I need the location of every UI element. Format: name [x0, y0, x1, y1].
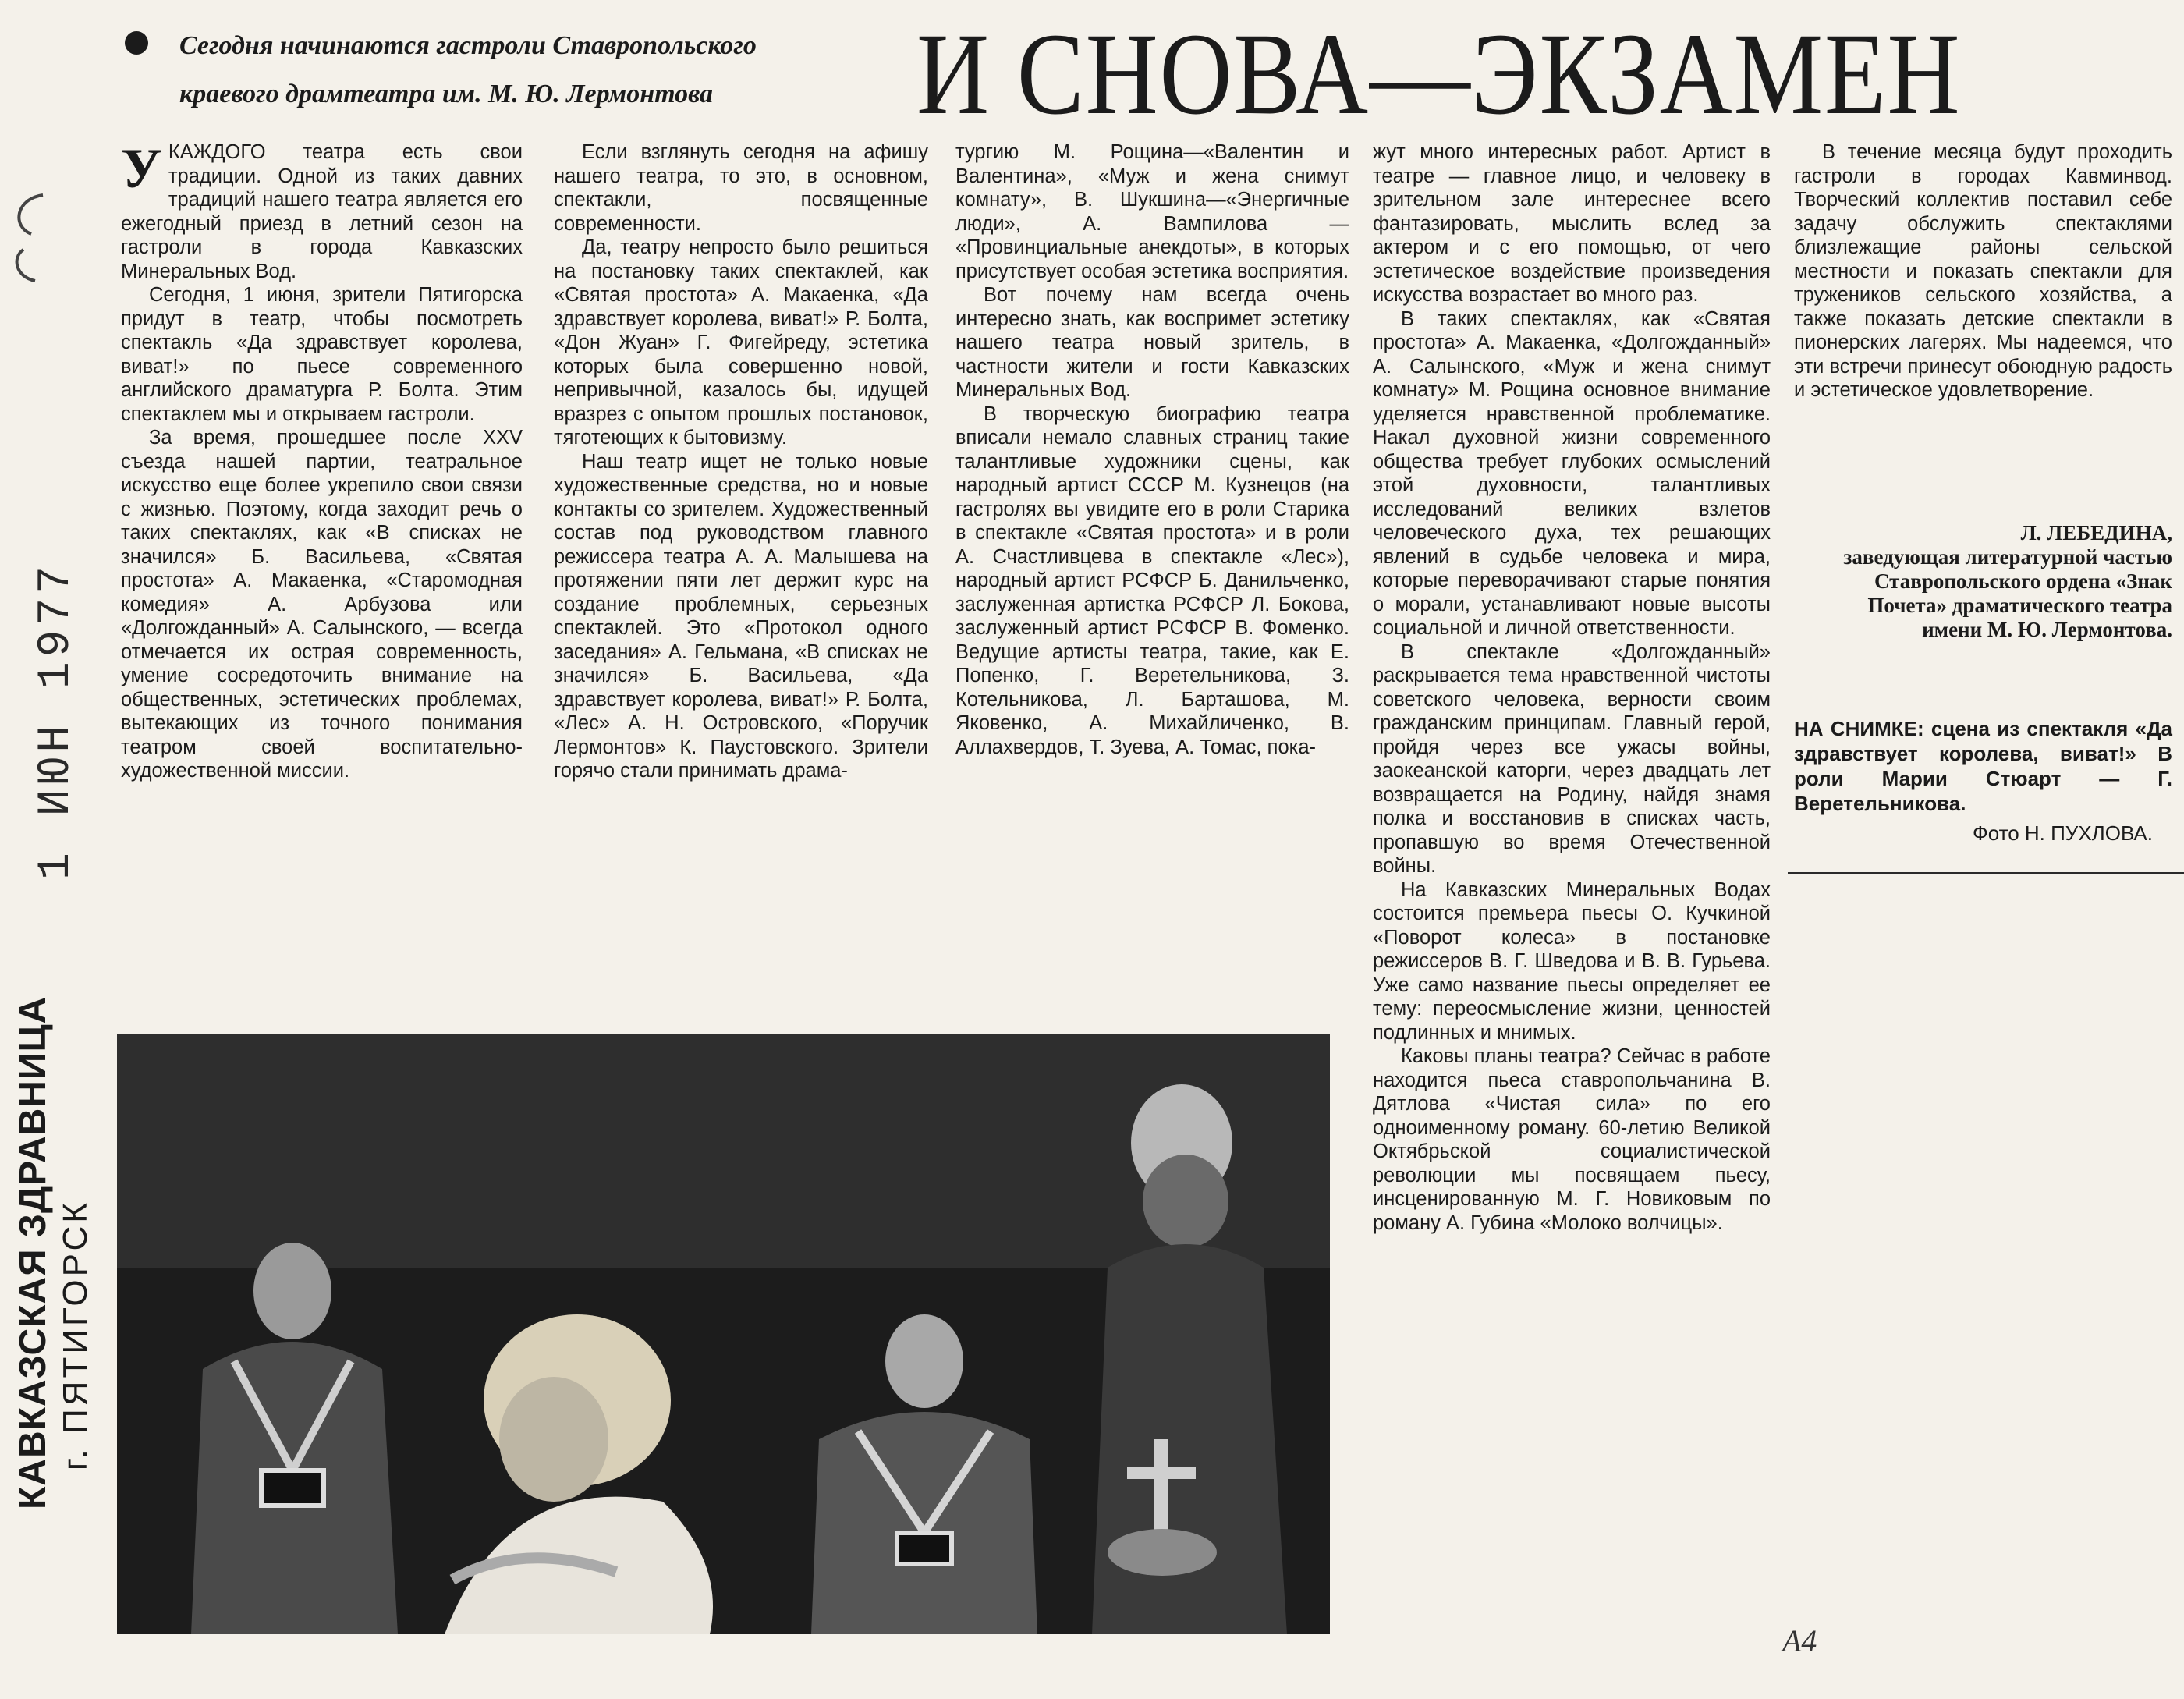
stage-photo-illustration — [117, 1034, 1330, 1634]
stage-photo — [117, 1034, 1330, 1634]
paragraph: В спектакле «Долгожданный» раскрывается тема нравственной чистоты советского человека, верности своим гражданским принципам. Главный герой, пройдя через все ужасы войны, заокеанской каторги, через двадцать лет возвращается на Родину, найдя знамя полка и восстановив в списках часть, пропавшую во время Отечественной войны. — [1373, 640, 1771, 877]
article-column-2 — [554, 140, 928, 783]
paragraph: В течение месяца будут проходить гастроли в городах Кавминвод. Творческий коллектив поставил себе задачу обслужить спектаклями близлежащие районы сельской местности и показать спектакли для тружеников сельского хозяйства, а также показать детские спектакли в пионерских лагерях. Мы надеемся, что эти встречи принесут обоюдную радость и эстетическое удовлетворение. — [1794, 141, 2172, 401]
newspaper-name: КАВКАЗСКАЯ ЗДРАВНИЦА — [12, 995, 54, 1509]
paragraph: Если взглянуть сегодня на афишу нашего театра, то это, в основном, спектакли, посвященные современности. — [554, 141, 928, 235]
paragraph: В таких спектаклях, как «Святая простота» А. Макаенка, «Долгожданный» А. Салынского, «Муж и жена снимут комнату» М. Рощина основное внимание уделяется нравственной проблематике. Накал духовной жизни современного общества требует глубоких осмыслений этой духовности, талантливых исследований великих взлетов человеческого духа, тех решающих явлений в судьбе человека и мира, которые переворачивают старые понятия о морали, устанавливают новые высоты социальной и личной ответственности. — [1373, 307, 1771, 639]
article-column-1 — [121, 137, 523, 783]
paragraph: УКАЖДОГО театра есть свои традиции. Одной из таких давних традиций нашего театра является его ежегодный приезд в летний сезон на гастроли в города Кавказских Минеральных Вод. — [121, 137, 523, 282]
paragraph: Вот почему нам всегда очень интересно знать, как воспримет эстетику нашего театра новый зритель, в частности жители и гости Кавказских Минеральных Вод. — [956, 284, 1349, 401]
kicker — [117, 22, 788, 119]
pen-mark-scribble — [0, 179, 55, 289]
paragraph: Да, театру непросто было решиться на постановку таких спектаклей, как «Святая простота» А. Макаенка, «Да здравствует королева, виват!» Р. Болта, «Дон Жуан» Г. Фигейреду, эстетика которых была совершенно новой, непривычной, казалось бы, идущей вразрез с опытом прошлых постановок, тяготеющих к бытовизму. — [554, 236, 928, 449]
paragraph: Каковы планы театра? Сейчас в работе находится пьеса ставропольчанина В. Дятлова «Чистая сила» по его одноименному роману. 60-летию Великой Октябрьской социалистической революции мы посвящаем пьесу, инсценированную М. Г. Новиковым по роману А. Губина «Молоко волчицы». — [1373, 1045, 1771, 1234]
headline: И СНОВА—ЭКЗАМЕН — [916, 9, 1962, 139]
paragraph: Наш театр ищет не только новые художественные средства, но и новые контакты со зрителем. Художественный состав под руководством главного режиссера театра А. А. Малышева на протяжении пяти лет держит курс на создание проблемных, серьезных спектаклей. Это «Протокол одного заседания» А. Гельмана, «В списках не значился» Б. Васильева, «Да здравствует королева, виват!» Р. Болта, «Лес» А. Н. Островского, «Поручик Лермонтов» К. Паустовского. Зрители горячо стали принимать драма- — [554, 450, 928, 782]
photo-credit: Фото Н. ПУХЛОВА. — [1972, 821, 2153, 845]
author-title: заведующая литературной частью Ставропольского ордена «Знак Почета» драматического театра имени М. Ю. Лермонтова. — [1843, 545, 2172, 641]
paragraph: В творческую биографию театра вписали немало славных страниц такие талантливые художники сцены, как народный артист СССР М. Кузнецов (на гастролях вы увидите его в роли Старика в спектакле «Святая простота» и в роли А. Счастливцева в спектакле «Лес»), народный артист РСФСР Б. Данильченко, заслуженная артистка РСФСР Л. Бокова, заслуженный артист РСФСР В. Фоменко. Ведущие артисты театра, такие, как Е. Попенко, Г. Веретельникова, З. Котельникова, Л. Барташова, М. Яковенко, А. Михайличенко, В. Аллахвердов, Т. Зуева, А. Томас, пока- — [956, 403, 1349, 758]
newspaper-city: г. ПЯТИГОРСК — [56, 1200, 94, 1470]
author-signature — [1841, 521, 2172, 642]
kicker-line-1: Сегодня начинаются гастроли Ставропольского — [179, 31, 757, 60]
kicker-line-2: краевого драмтеатра им. М. Ю. Лермонтова — [179, 80, 714, 108]
handwritten-note: А4 — [1782, 1623, 1817, 1658]
paragraph: На Кавказских Минеральных Водах состоится премьера пьесы О. Кучкиной «Поворот колеса» в постановке режиссеров В. Г. Шведова и В. В. Гурьева. Уже само название пьесы определяет ее тему: переосмысление жизни, ценностей подлинных и мнимых. — [1373, 878, 1771, 1044]
date-stamp: 1 ИЮН 1977 — [31, 561, 82, 880]
paragraph: За время, прошедшее после XXV съезда нашей партии, театральное искусство еще более укрепило свои связи с жизнью. Поэтому, когда заходит речь о таких спектаклях, как «В списках не значился» Б. Васильева, «Святая простота» А. Макаенка, «Старомодная комедия» А. Арбузова или «Долгожданный» А. Салынского, — всегда отмечается их острая современность, умение сосредоточить внимание на общественных, эстетических проблемах, вытекающих из точного понимания театром своей воспитательно-художественной миссии. — [121, 427, 523, 782]
paragraph: жут много интересных работ. Артист в театре — главное лицо, и человеку в зрительном зале интереснее всего фантазировать, мыслить вслед за актером и с его помощью, от чего эстетическое воздействие произведения искусства возрастает во много раз. — [1373, 141, 1771, 306]
paragraph: тургию М. Рощина—«Валентин и Валентина», «Муж и жена снимут комнату», В. Шукшина—«Энергичные люди», А. Вампилова — «Провинциальные анекдоты», в которых присутствует особая эстетика восприятия. — [956, 141, 1349, 282]
article-column-4 — [1373, 140, 1771, 1235]
author-name: Л. ЛЕБЕДИНА, — [2020, 521, 2172, 544]
dropcap: У — [121, 137, 162, 200]
article-column-5 — [1794, 140, 2172, 403]
article-column-3 — [956, 140, 1349, 759]
paragraph: Сегодня, 1 июня, зрители Пятигорска придут в театр, чтобы посмотреть спектакль «Да здравствует королева, виват!» по пьесе современного английского драматурга Р. Болта. Этим спектаклем мы и открываем гастроли. — [121, 284, 523, 425]
photo-caption: НА СНИМКЕ: сцена из спектакля «Да здравствует королева, виват!» В роли Марии Стюарт — Г. Веретельникова. — [1794, 717, 2172, 815]
